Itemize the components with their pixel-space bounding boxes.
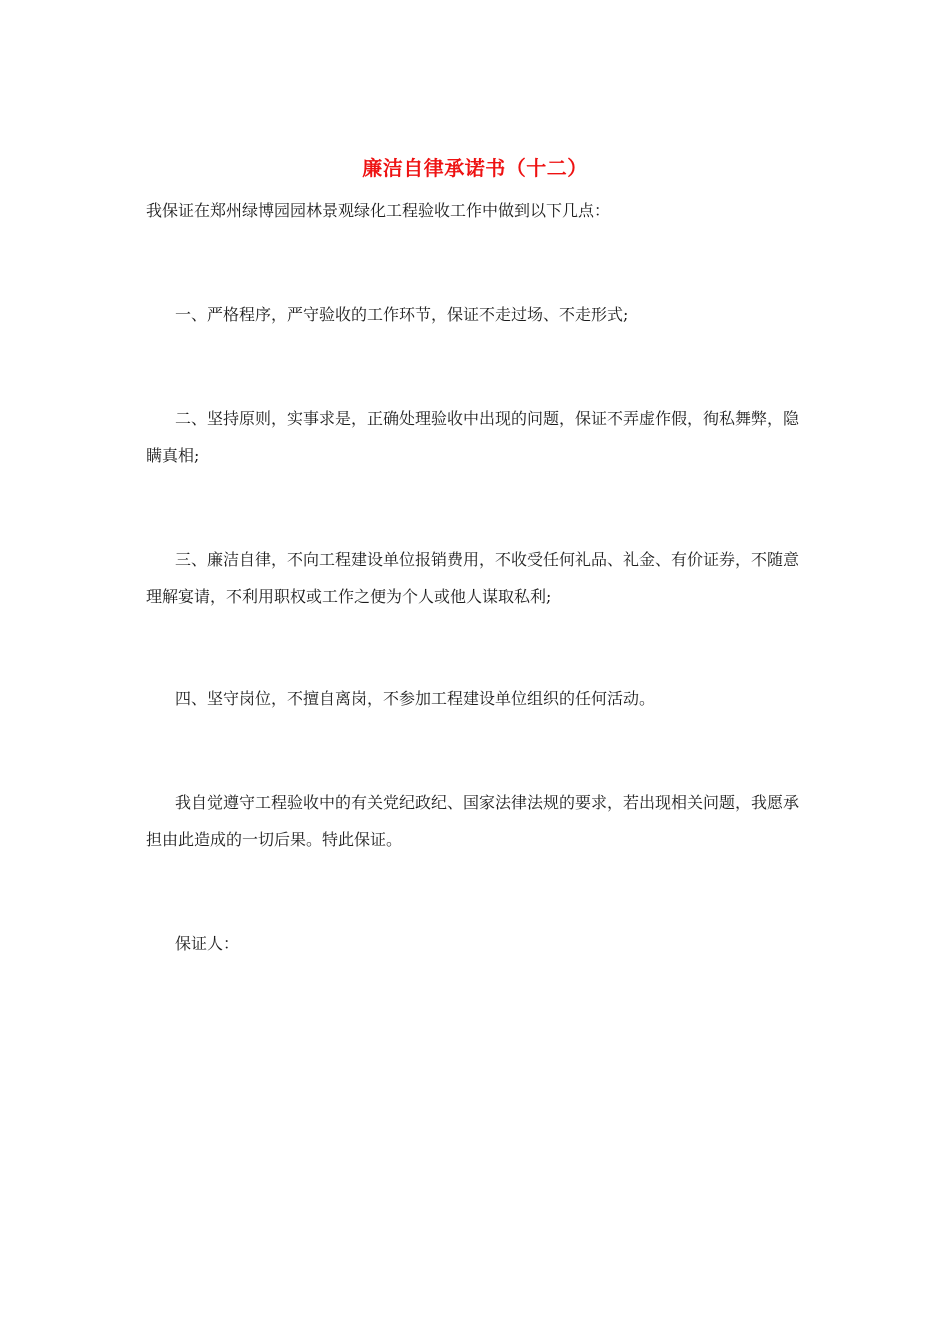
signature-line: 保证人： (175, 934, 240, 953)
document-title: 廉洁自律承诺书（十二） (362, 156, 588, 180)
item-paragraph-2: 二、坚持原则，实事求是，正确处理验收中出现的问题，保证不弄虚作假，徇私舞弊，隐瞒真相; (146, 409, 800, 465)
item-paragraph-1: 一、严格程序，严守验收的工作环节，保证不走过场、不走形式; (175, 305, 629, 324)
closing-paragraph: 我自觉遵守工程验收中的有关党纪政纪、国家法律法规的要求，若出现相关问题，我愿承担由此造成的一切后果。特此保证。 (146, 793, 800, 849)
item-paragraph-3: 三、廉洁自律，不向工程建设单位报销费用，不收受任何礼品、礼金、有价证券，不随意理解宴请，不利用职权或工作之便为个人或他人谋取私利; (146, 550, 800, 606)
intro-paragraph: 我保证在郑州绿博园园林景观绿化工程验收工作中做到以下几点： (146, 201, 611, 220)
item-paragraph-4: 四、坚守岗位，不擅自离岗，不参加工程建设单位组织的任何活动。 (175, 689, 656, 708)
